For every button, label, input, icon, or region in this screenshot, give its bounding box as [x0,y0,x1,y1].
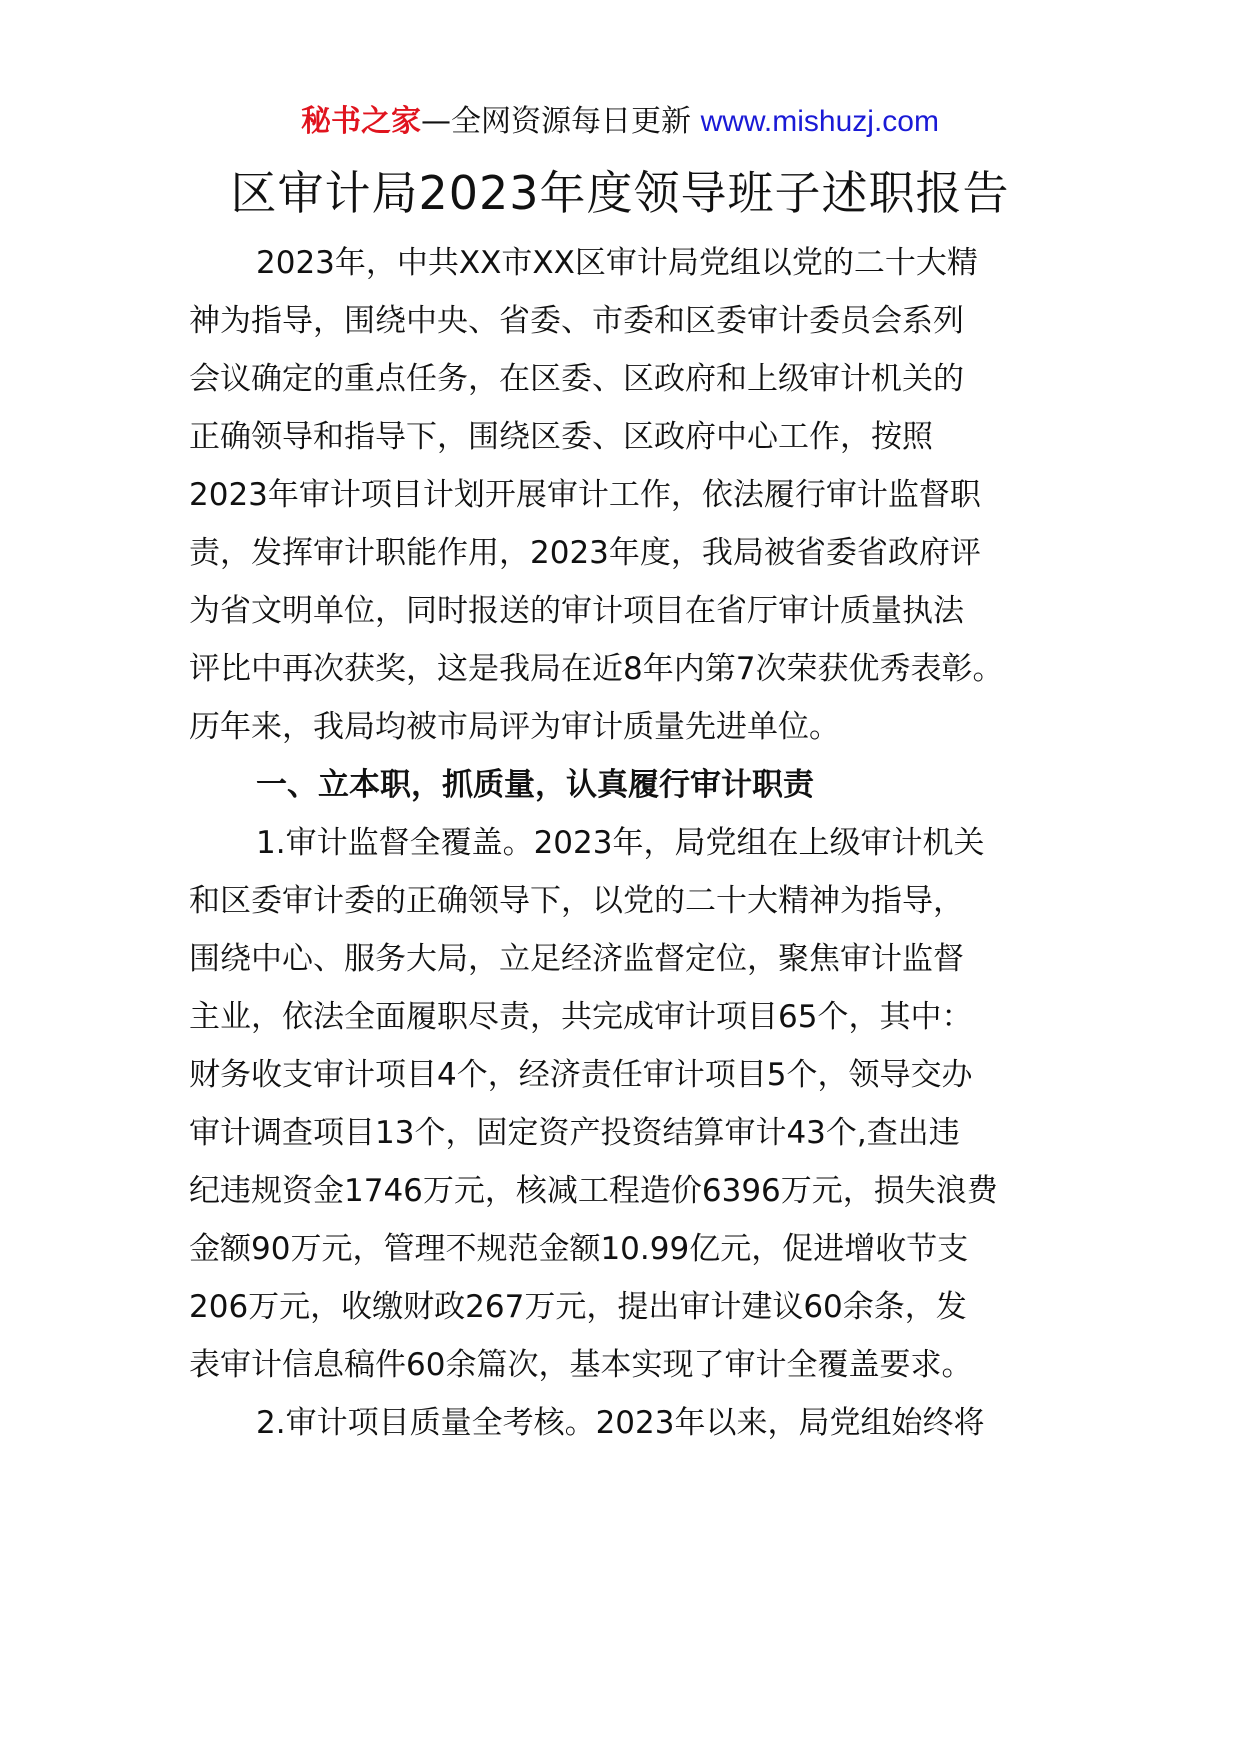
paragraph-line: 历年来，我局均被市局评为审计质量先进单位。 [189,709,840,745]
paragraph-line: 为省文明单位，同时报送的审计项目在省厅审计质量执法 [189,593,964,629]
paragraph-line: 主业，依法全面履职尽责，共完成审计项目65个，其中： [189,999,973,1035]
paragraph-line: 财务收支审计项目4个，经济责任审计项目5个，领导交办 [189,1057,973,1093]
paragraph-line: 和区委审计委的正确领导下，以党的二十大精神为指导， [189,883,964,919]
paragraph-line: 正确领导和指导下，围绕区委、区政府中心工作，按照 [189,419,933,455]
paragraph-line: 2023年，中共XX市XX区审计局党组以党的二十大精 [256,245,978,281]
paragraph-line: 2.审计项目质量全考核。2023年以来，局党组始终将 [256,1405,985,1441]
paragraph-line: 责，发挥审计职能作用，2023年度，我局被省委省政府评 [189,535,981,571]
paragraph-line: 围绕中心、服务大局，立足经济监督定位，聚焦审计监督 [189,941,964,977]
paragraph-line: 金额90万元，管理不规范金额10.99亿元，促进增收节支 [189,1231,969,1267]
paragraph-line: 1.审计监督全覆盖。2023年，局党组在上级审计机关 [256,825,985,861]
paragraph-line: 审计调查项目13个，固定资产投资结算审计43个,查出违 [189,1115,960,1151]
paragraph-line: 评比中再次获奖，这是我局在近8年内第7次荣获优秀表彰。 [189,651,1004,687]
site-header [0,100,1240,144]
header-tagline: —全网资源每日更新 [421,104,701,139]
paragraph-line: 206万元，收缴财政267万元，提出审计建议60余条，发 [189,1289,967,1325]
section-heading: 一、立本职，抓质量，认真履行审计职责 [256,767,814,803]
paragraph-line: 会议确定的重点任务，在区委、区政府和上级审计机关的 [189,361,964,397]
paragraph-line: 纪违规资金1746万元，核减工程造价6396万元，损失浪费 [189,1173,998,1209]
paragraph-line: 2023年审计项目计划开展审计工作，依法履行审计监督职 [189,477,981,513]
brand-name: 秘书之家 [301,104,422,139]
paragraph-line: 表审计信息稿件60余篇次，基本实现了审计全覆盖要求。 [189,1347,973,1383]
site-url-link[interactable]: www.mishuzj.com [700,105,939,138]
document-title: 区审计局2023年度领导班子述职报告 [230,166,1010,220]
paragraph-line: 神为指导，围绕中央、省委、市委和区委审计委员会系列 [189,303,964,339]
